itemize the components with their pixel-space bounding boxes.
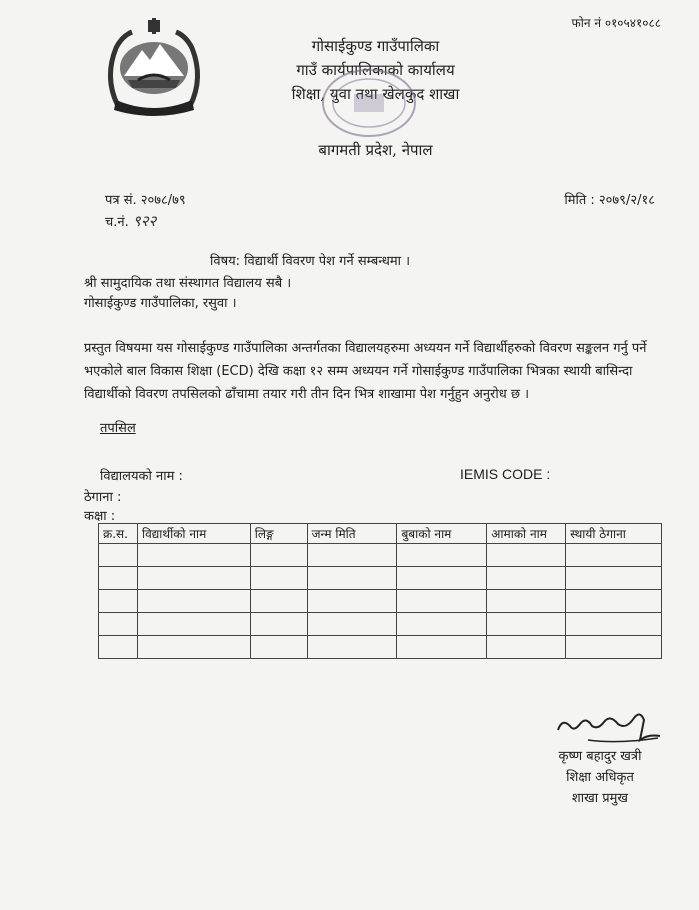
table-header-row xyxy=(99,524,662,544)
table-body xyxy=(99,544,662,659)
signer-unit: शाखा प्रमुख xyxy=(571,791,629,806)
table-cell xyxy=(250,636,307,659)
letter-body: प्रस्तुत विषयमा यस गोसाईकुण्ड गाउँपालिका अन्तर्गतका विद्यालयहरुमा अध्ययन गर्ने विद्यार्थीहरुको विवरण सङ्कलन गर्नु पर्ने भएकोले बाल विकास शिक्षा (ECD) देखि कक्षा १२ सम्म अध्ययन गर्ने गोसाईकुण्ड गाउँपालिका भित्रका स्थायी बासिन्दा विद्यार्थीको विवरण तपसिलको ढाँचामा तयार गरी तीन दिन भित्र शाखामा पेश गर्नुहुन अनुरोध छ । xyxy=(84,341,647,402)
col-permanent-address: स्थायी ठेगाना xyxy=(566,524,662,544)
table-row xyxy=(99,544,662,567)
letter-date: मिति : २०७९/२/१८ xyxy=(564,193,655,208)
table-cell xyxy=(307,544,397,567)
table-row xyxy=(99,636,662,659)
table-cell xyxy=(250,544,307,567)
col-serial: क्र.स. xyxy=(99,524,138,544)
table-cell xyxy=(566,613,662,636)
table-cell xyxy=(566,544,662,567)
table-cell xyxy=(250,590,307,613)
table-row xyxy=(99,590,662,613)
table-cell xyxy=(99,590,138,613)
table-cell xyxy=(487,567,566,590)
student-details-table xyxy=(98,523,662,659)
table-cell xyxy=(99,544,138,567)
col-gender: लिङ्ग xyxy=(250,524,307,544)
grade-label: कक्षा : xyxy=(84,509,116,524)
table-row xyxy=(99,613,662,636)
table-cell xyxy=(566,590,662,613)
school-name-label: विद्यालयको नाम : xyxy=(100,469,183,484)
table-cell xyxy=(397,567,487,590)
table-cell xyxy=(307,636,397,659)
office-name-line1: गोसाईकुण्ड गाउँपालिका xyxy=(311,37,440,55)
table-cell xyxy=(250,613,307,636)
table-cell xyxy=(137,567,250,590)
office-name-line2: गाउँ कार्यपालिकाको कार्यालय xyxy=(296,61,455,79)
table-cell xyxy=(397,613,487,636)
table-row xyxy=(99,567,662,590)
col-student-name: विद्यार्थीको नाम xyxy=(137,524,250,544)
province-line: बागमती प्रदेश, नेपाल xyxy=(318,141,433,159)
table-cell xyxy=(307,590,397,613)
table-cell xyxy=(137,590,250,613)
chalani-number xyxy=(105,211,156,231)
table-cell xyxy=(307,567,397,590)
table-cell xyxy=(487,544,566,567)
letter-subject: विषय: विद्यार्थी विवरण पेश गर्ने सम्बन्धमा । xyxy=(210,254,411,269)
col-mother-name: आमाको नाम xyxy=(487,524,566,544)
table-cell xyxy=(250,567,307,590)
table-cell xyxy=(487,636,566,659)
phone-number: फोन नं ०१०५४१०८८ xyxy=(571,16,661,30)
address-label: ठेगाना : xyxy=(84,490,122,505)
office-name-line3: शिक्षा, युवा तथा खेलकुद शाखा xyxy=(291,85,460,103)
col-father-name: बुबाको नाम xyxy=(397,524,487,544)
table-cell xyxy=(137,636,250,659)
table-cell xyxy=(566,567,662,590)
iemis-code-label: IEMIS CODE : xyxy=(460,466,551,482)
handwritten-signature xyxy=(548,700,668,746)
table-cell xyxy=(487,590,566,613)
table-cell xyxy=(397,544,487,567)
tapasil-heading: तपसिल xyxy=(100,421,136,436)
table-cell xyxy=(307,613,397,636)
signer-name: कृष्ण बहादुर खत्री xyxy=(558,749,642,764)
recipient-line1: श्री सामुदायिक तथा संस्थागत विद्यालय सबै । xyxy=(84,276,292,291)
chalani-value: ९२२ xyxy=(132,212,157,230)
table-cell xyxy=(99,567,138,590)
table-cell xyxy=(137,613,250,636)
table-cell xyxy=(99,613,138,636)
patra-sankhya: पत्र सं. २०७८/७९ xyxy=(105,193,186,208)
chalani-label: च.नं. xyxy=(105,215,129,230)
table-cell xyxy=(566,636,662,659)
table-cell xyxy=(397,590,487,613)
table-cell xyxy=(397,636,487,659)
table-cell xyxy=(487,613,566,636)
table-cell xyxy=(137,544,250,567)
recipient-line2: गोसाईकुण्ड गाउँपालिका, रसुवा । xyxy=(84,296,237,311)
table-cell xyxy=(99,636,138,659)
signer-title: शिक्षा अधिकृत xyxy=(566,770,634,785)
col-birth-date: जन्म मिति xyxy=(307,524,397,544)
office-stamp xyxy=(318,66,420,140)
